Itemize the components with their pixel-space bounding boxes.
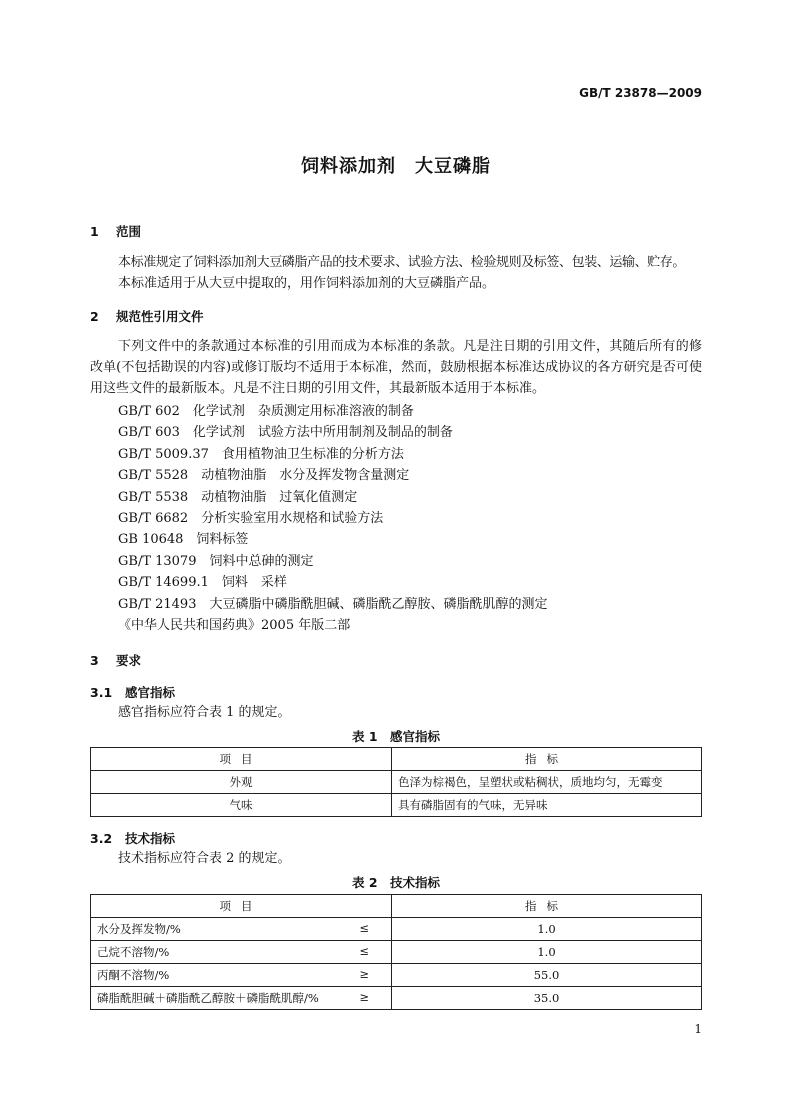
- item-label: 水分及挥发物/%: [97, 922, 181, 936]
- section-title: 要求: [116, 653, 142, 668]
- reference-item: 《中华人民共和国药典》2005 年版二部: [118, 618, 351, 633]
- table-header-row: [91, 895, 702, 918]
- item-label: 丙酮不溶物/%: [97, 968, 170, 982]
- table-1-sensory: [90, 747, 702, 817]
- table-2-technical: [90, 894, 702, 1010]
- reference-item: GB/T 21493 大豆磷脂中磷脂酰胆碱、磷脂酰乙醇胺、磷脂酰肌醇的测定: [118, 596, 548, 612]
- subsection-3-1-text: 感官指标应符合表 1 的规定。: [118, 705, 291, 720]
- table-row: [91, 771, 702, 794]
- document-title: 饲料添加剂 大豆磷脂: [301, 156, 491, 177]
- table-cell: 55.0: [392, 964, 702, 987]
- table-1-caption: 表 1 感官指标: [351, 729, 441, 744]
- table-cell: 1.0: [392, 941, 702, 964]
- section-title: 规范性引用文件: [116, 309, 204, 324]
- subsection-number: 3.1: [90, 685, 113, 700]
- header-cell: 项目: [91, 895, 392, 918]
- table-cell: 色泽为棕褐色，呈塑状或粘稠状，质地均匀，无霉变: [392, 771, 702, 794]
- item-label: 磷脂酰胆碱＋磷脂酰乙醇胺＋磷脂酰肌醇/%: [97, 991, 319, 1005]
- reference-item: GB/T 5538 动植物油脂 过氧化值测定: [118, 489, 358, 505]
- comparison-symbol: ≤: [359, 944, 369, 958]
- reference-item: GB/T 5528 动植物油脂 水分及挥发物含量测定: [118, 468, 410, 484]
- item-label: 己烷不溶物/%: [97, 945, 170, 959]
- reference-item: GB/T 5009.37 食用植物油卫生标准的分析方法: [118, 446, 404, 462]
- section-number: 1: [90, 224, 99, 239]
- comparison-symbol: ≤: [359, 921, 369, 935]
- section-2-heading: [90, 307, 204, 325]
- normative-references-paragraph: 下列文件中的条款通过本标准的引用而成为本标准的条款。凡是注日期的引用文件，其随后所有的修改单(不包括勘误的内容)或修订版均不适用于本标准，然而，鼓励根据本标准达成协议的各方研究是否可使用这些文件的最新版本。凡是不注日期的引用文件，其最新版本适用于本标准。: [90, 339, 702, 396]
- table-cell: [91, 918, 392, 941]
- header-cell: 指标: [392, 748, 702, 771]
- subsection-title: 感官指标: [125, 685, 176, 700]
- reference-item: GB/T 13079 饲料中总砷的测定: [118, 553, 314, 569]
- subsection-title: 技术指标: [125, 831, 176, 846]
- scope-paragraph-2: 本标准适用于从大豆中提取的，用作饲料添加剂的大豆磷脂产品。: [118, 276, 496, 291]
- section-number: 3: [90, 653, 99, 668]
- reference-item: GB/T 14699.1 饲料 采样: [118, 575, 287, 591]
- table-row: [91, 941, 702, 964]
- table-cell: [91, 964, 392, 987]
- subsection-3-2-heading: [90, 829, 175, 847]
- table-row: [91, 987, 702, 1010]
- table-cell: 35.0: [392, 987, 702, 1010]
- section-title: 范围: [116, 224, 142, 239]
- reference-item: GB/T 6682 分析实验室用水规格和试验方法: [118, 511, 384, 526]
- page-number: 1: [694, 1022, 702, 1036]
- subsection-number: 3.2: [90, 831, 113, 846]
- section-1-heading: [90, 222, 141, 240]
- reference-item: GB/T 602 化学试剂 杂质测定用标准溶液的制备: [118, 404, 414, 419]
- section-3-heading: [90, 651, 141, 669]
- standard-code: GB/T 23878—2009: [579, 86, 702, 100]
- header-cell: 项目: [91, 748, 392, 771]
- table-cell: 1.0: [392, 918, 702, 941]
- header-cell: 指标: [392, 895, 702, 918]
- table-cell: 气味: [91, 794, 392, 817]
- comparison-symbol: ≥: [359, 967, 369, 981]
- scope-paragraph-1: 本标准规定了饲料添加剂大豆磷脂产品的技术要求、试验方法、检验规则及标签、包装、运输、贮存。: [118, 255, 686, 270]
- comparison-symbol: ≥: [359, 990, 369, 1004]
- table-row: [91, 918, 702, 941]
- reference-item: GB/T 603 化学试剂 试验方法中所用制剂及制品的制备: [118, 425, 453, 441]
- table-row: [91, 964, 702, 987]
- reference-item: GB 10648 饲料标签: [118, 532, 249, 548]
- table-cell: 具有磷脂固有的气味，无异味: [392, 794, 702, 817]
- subsection-3-1-heading: [90, 683, 175, 701]
- table-cell: [91, 941, 392, 964]
- table-row: [91, 794, 702, 817]
- subsection-3-2-text: 技术指标应符合表 2 的规定。: [118, 851, 291, 866]
- table-cell: 外观: [91, 771, 392, 794]
- table-2-caption: 表 2 技术指标: [351, 875, 441, 890]
- table-header-row: [91, 748, 702, 771]
- section-number: 2: [90, 309, 99, 324]
- table-cell: [91, 987, 392, 1010]
